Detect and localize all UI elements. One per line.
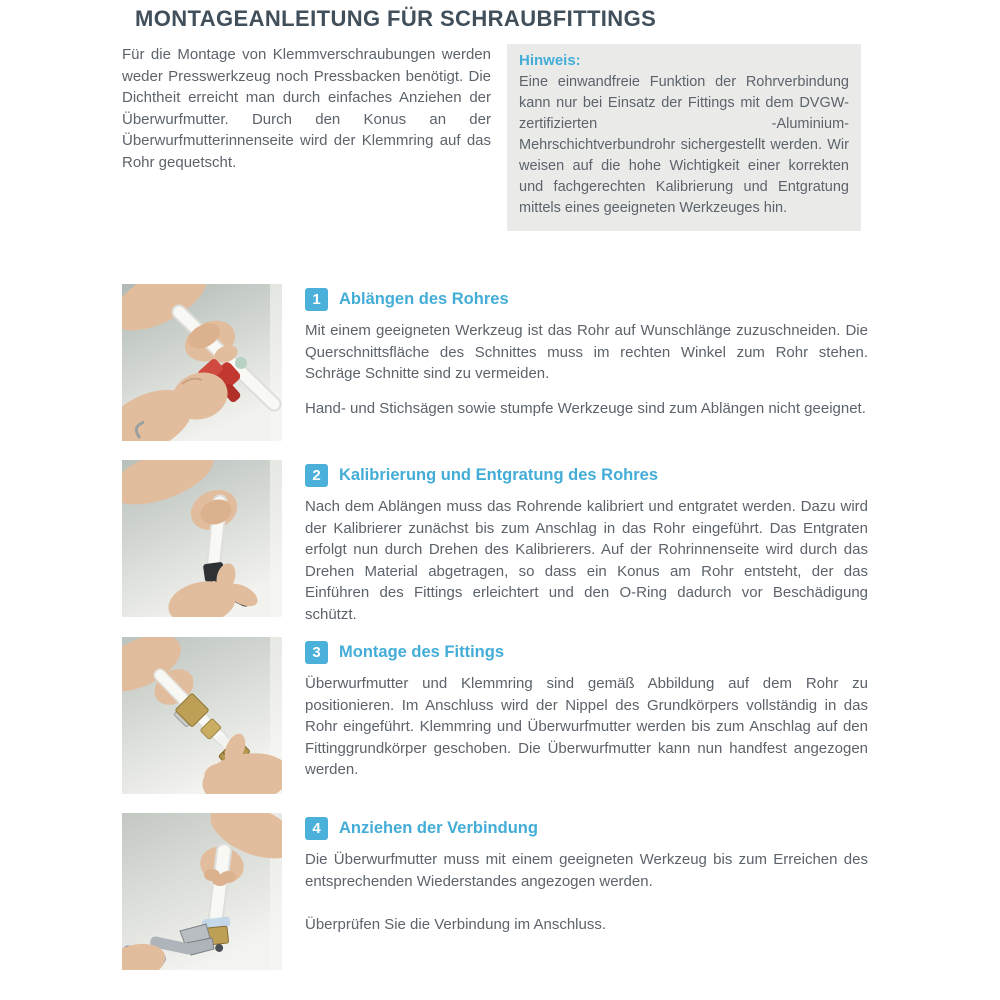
step-content [305, 464, 868, 625]
step-body [305, 320, 868, 419]
step-title: Anziehen der Verbindung [339, 819, 538, 837]
page-title: MONTAGEANLEITUNG FÜR SCHRAUBFITTINGS [135, 6, 657, 31]
step-number-badge: 1 [305, 288, 328, 311]
step-content [305, 641, 868, 781]
step-number-badge: 3 [305, 641, 328, 664]
calibrating-tool-photo [122, 460, 282, 617]
note-label: Hinweis: [519, 52, 581, 69]
step-paragraph: Hand- und Stichsägen sowie stumpfe Werkzeuge sind zum Ablängen nicht geeignet. [305, 399, 866, 417]
step-number-badge: 4 [305, 817, 328, 840]
step-section-4 [122, 813, 868, 973]
note-text: Eine einwandfreie Funktion der Rohrverbindung kann nur bei Einsatz der Fittings mit dem DVGW-zertifizierten -Aluminium-Mehrschichtverbundrohr sichergestellt werden. Wir weisen auf die hohe Wichtigkeit einer korrekten und fachgerechten Kalibrierung und Entgratung mittels eines geeigneten Werkzeuges hin. [519, 74, 849, 216]
step-content [305, 817, 868, 936]
fitting-assembly-photo [122, 637, 282, 794]
step-title: Montage des Fittings [339, 643, 504, 661]
step-section-3 [122, 637, 868, 797]
note-box [507, 44, 861, 231]
step-paragraph: Überprüfen Sie die Verbindung im Anschluss. [305, 916, 607, 933]
step-body [305, 496, 868, 625]
step-content [305, 288, 868, 419]
step-paragraph: Die Überwurfmutter muss mit einem geeigneten Werkzeug bis zum Erreichen des entsprechenden Wiederstandes angezogen werden. [305, 851, 868, 890]
step-body [305, 849, 868, 936]
step-section-1 [122, 284, 868, 444]
step-paragraph: Nach dem Ablängen muss das Rohrende kalibriert und entgratet werden. Dazu wird der Kalibrierer zunächst bis zum Anschlag in das Rohr eingeführt. Das Entgraten erfolgt nun durch Drehen des Kalibrierers. Auf der Rohrinnenseite wird durch das Drehen Material abgetragen, so dass ein Konus am Rohr entsteht, der das Einführen des Fittings erleichtert und den O-Ring dadurch vor Beschädigung schützt. [305, 498, 868, 623]
wrench-tightening-photo [122, 813, 282, 970]
step-paragraph: Überwurfmutter und Klemmring sind gemäß Abbildung auf dem Rohr zu positionieren. Im Anschluss wird der Nippel des Grundkörpers vollständig in das Rohr eingeführt. Klemmring und Überwurfmutter werden bis zum Anschlag auf den Fittinggrundkörper geschoben. Die Überwurfmutter kann nun handfest angezogen werden. [305, 675, 868, 778]
step-paragraph: Mit einem geeigneten Werkzeug ist das Rohr auf Wunschlänge zuzuschneiden. Die Querschnittsfläche des Schnittes muss im rechten Winkel zum Rohr stehen. Schräge Schnitte sind zu vermeiden. [305, 322, 868, 382]
pipe-cutter-photo [122, 284, 282, 441]
step-body [305, 673, 868, 781]
step-number-badge: 2 [305, 464, 328, 487]
intro-paragraph: Für die Montage von Klemmverschraubungen werden weder Presswerkzeug noch Pressbacken benötigt. Die Dichtheit erreicht man durch einfaches Anziehen der Überwurfmutter. Durch den Konus an der Überwurfmutterinnenseite wird der Klemmring auf das Rohr gequetscht. [122, 46, 491, 171]
step-title: Ablängen des Rohres [339, 290, 509, 308]
step-title: Kalibrierung und Entgratung des Rohres [339, 466, 659, 484]
step-section-2 [122, 460, 868, 623]
